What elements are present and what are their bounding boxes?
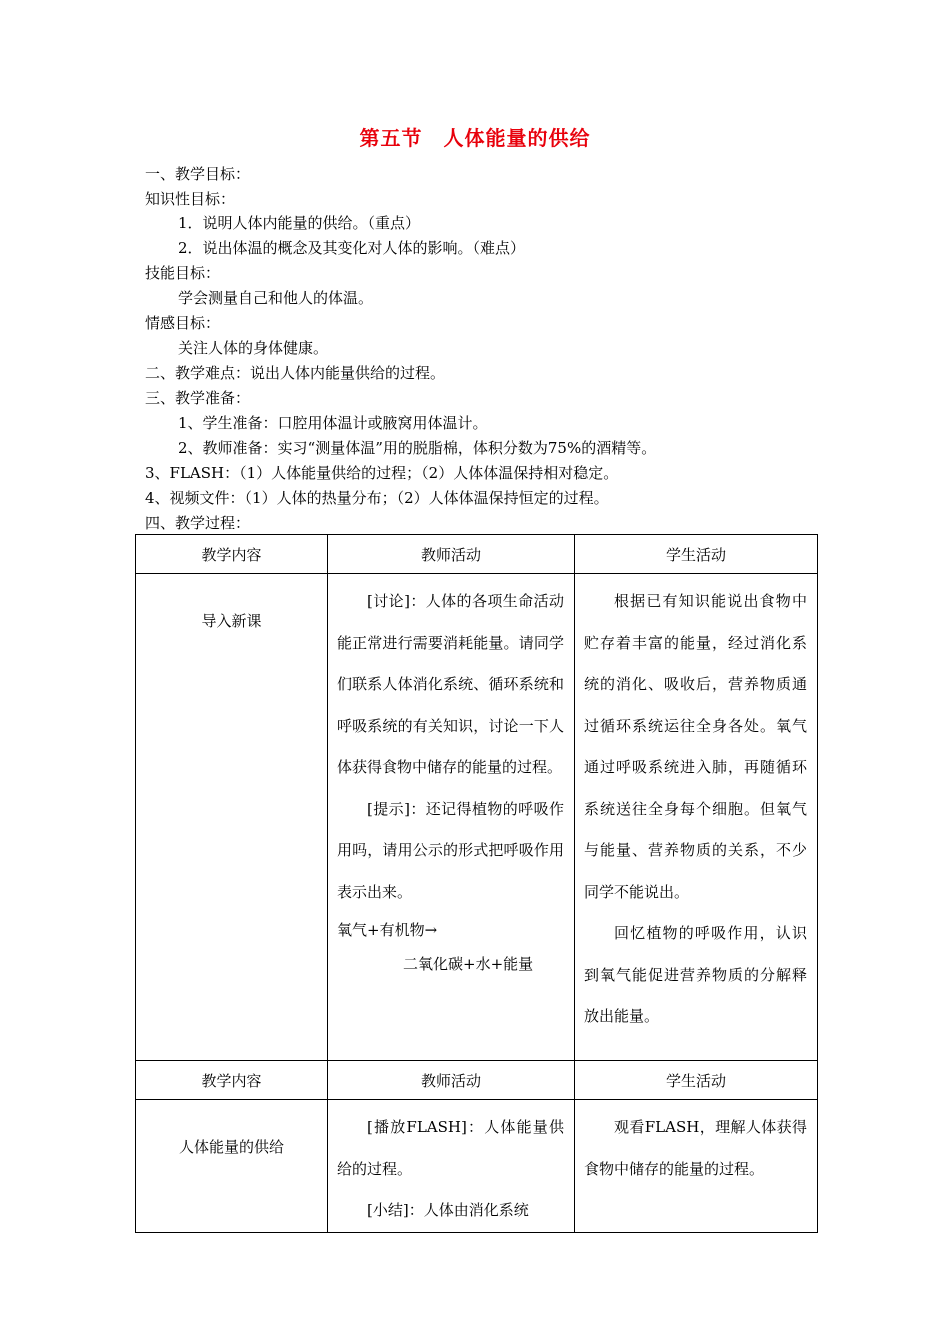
formula-products: 二氧化碳+水+能量 bbox=[403, 955, 534, 973]
heading-emotion-goals: 情感目标： bbox=[145, 314, 221, 332]
teacher-activity-cell bbox=[328, 574, 575, 1061]
teacher-flash-text: [播放FLASH]：人体能量供给的过程。 bbox=[337, 1118, 564, 1178]
table-header-row-repeat bbox=[136, 1061, 818, 1100]
student-activity-cell bbox=[575, 1100, 818, 1233]
column-header-student: 学生活动 bbox=[575, 1061, 818, 1100]
student-activity-cell bbox=[575, 574, 818, 1061]
student-watch-text: 观看FLASH，理解人体获得食物中储存的能量的过程。 bbox=[584, 1118, 807, 1178]
column-header-teacher: 教师活动 bbox=[328, 535, 575, 574]
preparation-teacher: 2、教师准备：实习“测量体温”用的脱脂棉，体积分数为75%的酒精等。 bbox=[178, 439, 657, 457]
teacher-activity-cell bbox=[328, 1100, 575, 1233]
preparation-flash: 3、FLASH：（1）人体能量供给的过程；（2）人体体温保持相对稳定。 bbox=[145, 464, 619, 482]
heading-skill-goals: 技能目标： bbox=[145, 264, 221, 282]
knowledge-goal-2: 2．说出体温的概念及其变化对人体的影响。（难点） bbox=[178, 239, 526, 257]
lesson-table bbox=[135, 534, 818, 1233]
heading-knowledge-goals: 知识性目标： bbox=[145, 190, 236, 208]
skill-goal-1: 学会测量自己和他人的体温。 bbox=[178, 289, 374, 307]
table-header-row bbox=[136, 535, 818, 574]
heading-difficulty: 二、教学难点：说出人体内能量供给的过程。 bbox=[145, 364, 446, 382]
emotion-goal-1: 关注人体的身体健康。 bbox=[178, 339, 329, 357]
section-label: 导入新课 bbox=[136, 574, 328, 1061]
heading-teaching-process: 四、教学过程： bbox=[145, 514, 251, 532]
column-header-student: 学生活动 bbox=[575, 535, 818, 574]
student-recall-text: 回忆植物的呼吸作用，认识到氧气能促进营养物质的分解释放出能量。 bbox=[584, 924, 807, 1025]
table-row bbox=[136, 1100, 818, 1233]
preparation-student: 1、学生准备：口腔用体温计或腋窝用体温计。 bbox=[178, 414, 488, 432]
preparation-video: 4、视频文件：（1）人体的热量分布；（2）人体体温保持恒定的过程。 bbox=[145, 489, 609, 507]
teacher-discussion-text: [讨论]：人体的各项生命活动能正常进行需要消耗能量。请同学们联系人体消化系统、循环系统和呼吸系统的有关知识，讨论一下人体获得食物中储存的能量的过程。 bbox=[337, 592, 564, 776]
section-label: 人体能量的供给 bbox=[136, 1100, 328, 1233]
teacher-hint-text: [提示]：还记得植物的呼吸作用吗，请用公示的形式把呼吸作用表示出来。 bbox=[337, 799, 564, 901]
column-header-content: 教学内容 bbox=[136, 1061, 328, 1100]
column-header-teacher: 教师活动 bbox=[328, 1061, 575, 1100]
knowledge-goal-1: 1．说明人体内能量的供给。（重点） bbox=[178, 214, 421, 232]
column-header-content: 教学内容 bbox=[136, 535, 328, 574]
teacher-summary-text: [小结]：人体由消化系统 bbox=[367, 1201, 529, 1219]
heading-teaching-goals: 一、教学目标： bbox=[145, 165, 251, 183]
table-row bbox=[136, 574, 818, 1061]
heading-preparation: 三、教学准备： bbox=[145, 389, 251, 407]
formula-reactants: 氧气+有机物→ bbox=[337, 921, 438, 939]
page-title: 第五节 人体能量的供给 bbox=[359, 126, 591, 150]
student-answer-text: 根据已有知识能说出食物中贮存着丰富的能量，经过消化系统的消化、吸收后，营养物质通过循环系统运往全身各处。氧气通过呼吸系统进入肺，再随循环系统送往全身每个细胞。但氧气与能量、营养物质的关系，不少同学不能说出。 bbox=[584, 592, 807, 901]
